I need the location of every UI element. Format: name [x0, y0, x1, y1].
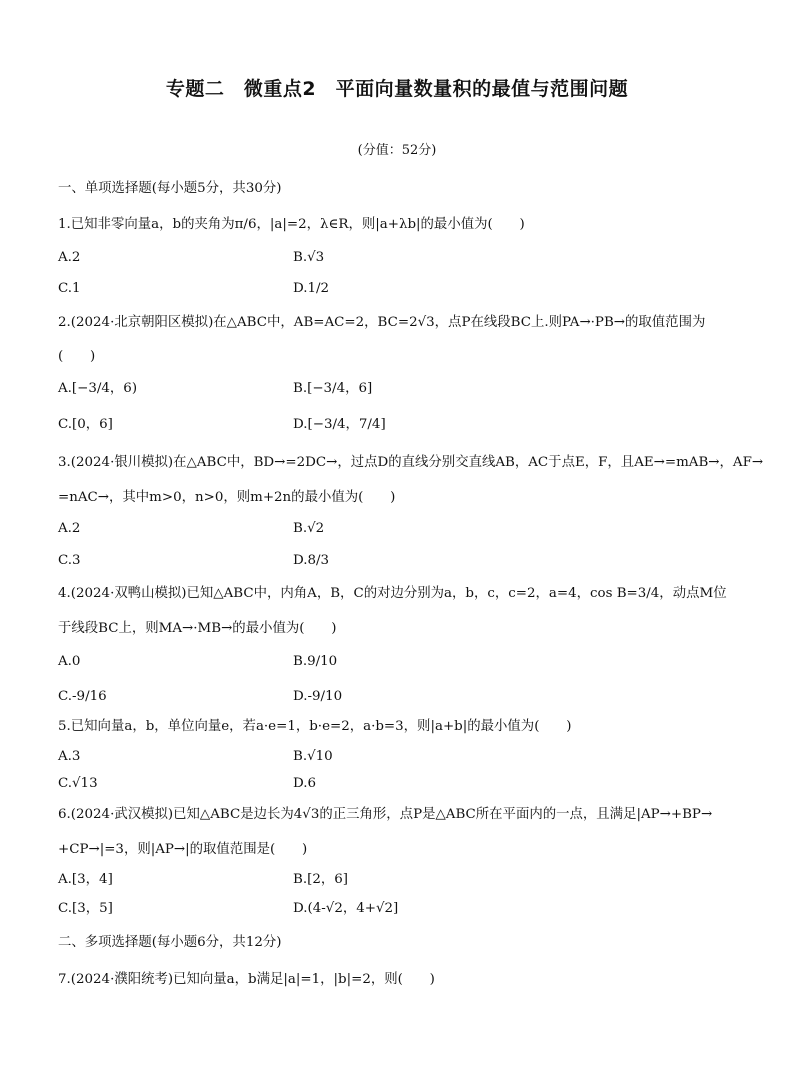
question-4-stem: 4.(2024·双鸭山模拟)已知△ABC中，内角A，B，C的对边分别为a，b，c，c=2，a=4，cos B=3/4，动点M位: [58, 586, 727, 601]
question-4-option-b: B.9/10: [293, 654, 338, 669]
question-1-option-a: A.2: [58, 250, 81, 265]
question-7-stem: 7.(2024·濮阳统考)已知向量a，b满足|a|=1，|b|=2，则( ): [58, 972, 435, 987]
question-6-stem: 6.(2024·武汉模拟)已知△ABC是边长为4√3的正三角形，点P是△ABC所在平面内的一点，且满足|AP→+BP→: [58, 807, 713, 822]
question-5-option-a: A.3: [58, 749, 81, 764]
question-1-option-b: B.√3: [293, 250, 325, 265]
question-1-stem: 1.已知非零向量a，b的夹角为π/6，|a|=2，λ∈R，则|a+λb|的最小值为( ): [58, 217, 525, 232]
section-multiple-choice: 二、多项选择题(每小题6分，共12分): [58, 935, 282, 950]
question-2-option-b: B.[−3/4，6]: [293, 381, 373, 396]
question-1-option-d: D.1/2: [293, 281, 330, 296]
question-3-option-b: B.√2: [293, 521, 325, 536]
question-2-stem: 2.(2024·北京朝阳区模拟)在△ABC中，AB=AC=2，BC=2√3，点P在线段BC上.则PA→·PB→的取值范围为: [58, 315, 706, 330]
question-5-stem: 5.已知向量a，b，单位向量e，若a·e=1，b·e=2，a·b=3，则|a+b|的最小值为( ): [58, 719, 572, 734]
section-single-choice: 一、单项选择题(每小题5分，共30分): [58, 181, 282, 196]
question-3-stem-cont: =nAC→，其中m>0，n>0，则m+2n的最小值为( ): [58, 490, 396, 505]
question-4-option-c: C.-9/16: [58, 689, 107, 704]
question-2-option-c: C.[0，6]: [58, 417, 113, 432]
question-6-stem-cont: +CP→|=3，则|AP→|的取值范围是( ): [58, 842, 308, 857]
question-6-option-d: D.(4-√2，4+√2]: [293, 901, 399, 916]
question-2-option-d: D.[−3/4，7/4]: [293, 417, 386, 432]
question-3-option-d: D.8/3: [293, 553, 330, 568]
question-3-stem: 3.(2024·银川模拟)在△ABC中，BD→=2DC→，过点D的直线分别交直线AB，AC于点E，F，且AE→=mAB→，AF→: [58, 455, 764, 470]
question-2-option-a: A.[−3/4，6): [58, 381, 138, 396]
question-3-option-a: A.2: [58, 521, 81, 536]
question-6-option-c: C.[3，5]: [58, 901, 113, 916]
question-5-option-d: D.6: [293, 776, 317, 791]
question-5-option-c: C.√13: [58, 776, 98, 791]
question-3-option-c: C.3: [58, 553, 81, 568]
score-note: (分值：52分): [357, 143, 437, 158]
question-1-option-c: C.1: [58, 281, 81, 296]
page-title: 专题二 微重点2 平面向量数量积的最值与范围问题: [165, 78, 629, 100]
question-2-stem-cont: ( ): [58, 349, 96, 364]
question-5-option-b: B.√10: [293, 749, 333, 764]
question-4-option-a: A.0: [58, 654, 81, 669]
question-6-option-b: B.[2，6]: [293, 872, 348, 887]
question-4-option-d: D.-9/10: [293, 689, 343, 704]
question-6-option-a: A.[3，4]: [58, 872, 113, 887]
question-4-stem-cont: 于线段BC上，则MA→·MB→的最小值为( ): [58, 621, 337, 636]
